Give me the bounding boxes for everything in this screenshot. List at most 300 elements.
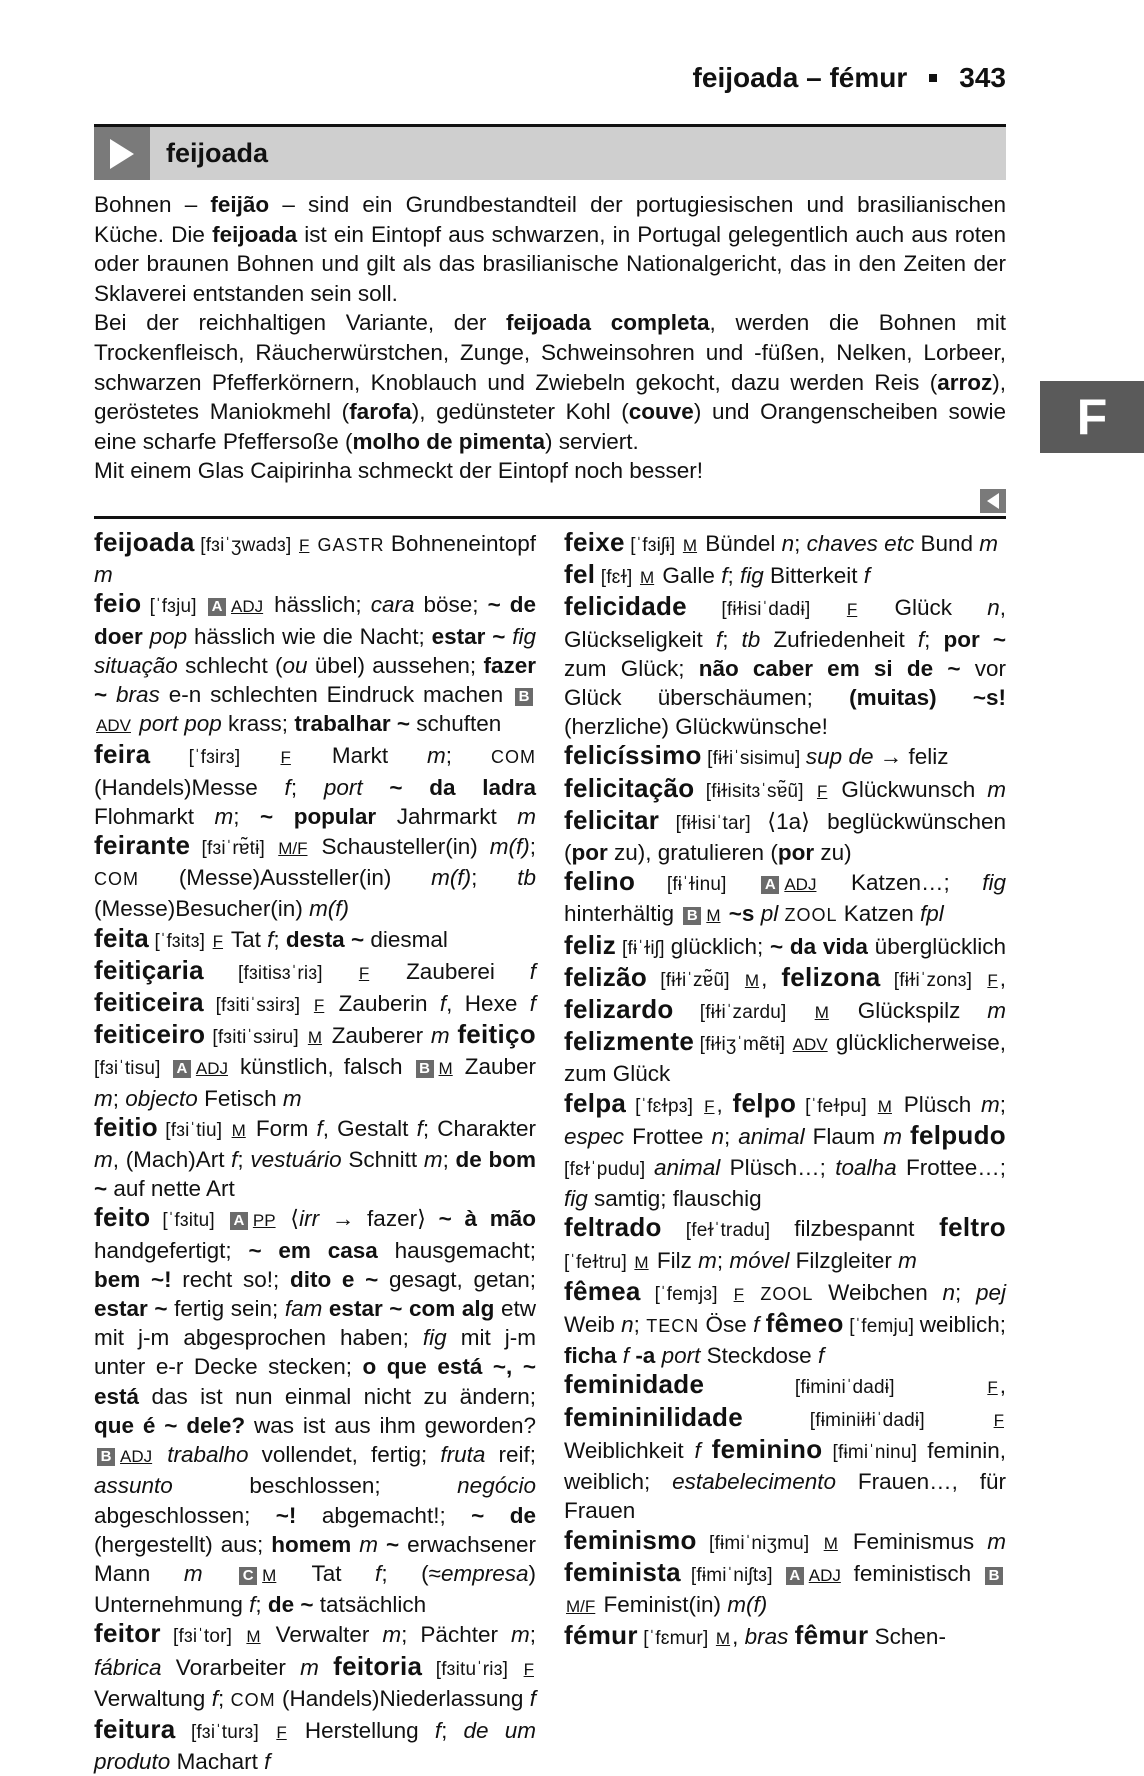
- text-run: ;: [529, 1622, 537, 1648]
- text-run: hässlich;: [265, 592, 371, 618]
- text-run: ;: [255, 1592, 268, 1618]
- italic-text: n: [987, 595, 1000, 621]
- italic-text: f: [375, 1560, 382, 1586]
- text-run: (herzliche) Glückwünsche!: [564, 714, 828, 740]
- italic-text: f: [529, 958, 537, 984]
- bold-phrase: ~!: [275, 1502, 297, 1528]
- text-run: Zauberei: [371, 958, 530, 984]
- text-run: fertig sein;: [167, 1296, 285, 1322]
- dictionary-entry: [564, 560, 1006, 592]
- text-run: glücklich;: [670, 933, 770, 959]
- phonetic: [fɨɫiˈsisimu]: [701, 748, 806, 770]
- text-run: Bohnen –: [94, 192, 211, 217]
- grammar-label: F: [704, 1096, 715, 1116]
- text-run: zum Glück;: [564, 655, 699, 681]
- text-run: beschlossen;: [172, 1473, 458, 1499]
- italic-text: n: [711, 1123, 724, 1149]
- headword: felpo: [732, 1087, 797, 1118]
- grammar-label: ADV: [792, 1035, 828, 1055]
- italic-text: m: [300, 1654, 319, 1680]
- phonetic: [fɜitiˈsɜiru]: [205, 1027, 306, 1049]
- phonetic: [ˈfemju]: [843, 1316, 920, 1338]
- italic-text: assunto: [94, 1473, 173, 1499]
- grammar-label: M: [823, 1533, 838, 1553]
- bold-phrase: feijoada completa: [506, 310, 710, 336]
- text-run: [701, 1438, 712, 1463]
- bold-phrase: estar ~ com alg: [328, 1296, 495, 1322]
- text-run: Verwaltung: [94, 1685, 212, 1711]
- bold-phrase: molho de pimenta: [352, 428, 545, 454]
- text-run: → fazer⟩: [319, 1206, 439, 1232]
- italic-text: vestuário: [250, 1147, 342, 1173]
- italic-text: m(f): [309, 896, 350, 922]
- italic-text: m: [94, 562, 113, 588]
- grammar-label: M: [639, 568, 655, 588]
- text-run: , (Mach)Art: [112, 1147, 232, 1173]
- bold-phrase: não caber em si de ~: [698, 655, 961, 681]
- sense-number-badge: B: [985, 1567, 1003, 1585]
- right-column: [564, 528, 1006, 1653]
- text-run: schlecht (: [177, 652, 283, 678]
- domain-label: TECN: [646, 1316, 700, 1337]
- bold-phrase: homem: [271, 1531, 352, 1557]
- text-run: ;: [112, 1085, 126, 1111]
- italic-text: f: [715, 626, 723, 652]
- text-run: hausgemacht;: [377, 1237, 537, 1263]
- text-run: [363, 775, 390, 800]
- bold-phrase: (muitas) ~s!: [849, 685, 1006, 711]
- italic-text: m(f): [727, 1591, 768, 1617]
- text-run: überglücklich: [867, 933, 1006, 959]
- italic-text: fig: [564, 1186, 588, 1212]
- text-run: Weiblichkeit: [564, 1437, 695, 1463]
- text-run: zu): [814, 840, 852, 866]
- info-box-bottom-rule: [94, 486, 1006, 519]
- info-paragraph-1: [94, 190, 1006, 308]
- phonetic: [feɫˈtradu]: [661, 1220, 795, 1242]
- domain-label: ZOOL: [784, 905, 838, 926]
- header-separator-square: [929, 74, 937, 82]
- phonetic: [fɨɫiˈzonɜ]: [880, 969, 986, 991]
- text-run: recht so!;: [171, 1266, 290, 1292]
- grammar-label: M/F: [278, 839, 308, 859]
- text-run: schuften: [410, 711, 502, 737]
- text-run: weiblich;: [919, 1312, 1006, 1338]
- text-run: Zauberin: [326, 991, 440, 1017]
- grammar-label: M: [877, 1096, 892, 1116]
- italic-text: f: [316, 1115, 323, 1141]
- italic-text: sup de: [805, 744, 874, 770]
- grammar-label: ADJ: [784, 875, 817, 895]
- bold-phrase: feijão: [210, 192, 270, 217]
- page-header: [94, 58, 1006, 98]
- headword: feirante: [94, 830, 191, 861]
- text-run: [322, 1296, 329, 1321]
- dictionary-entry: [94, 1203, 536, 1619]
- phonetic: [fɜitiˈsɜirɜ]: [203, 995, 312, 1017]
- text-run: Zauberer: [324, 1023, 431, 1049]
- bold-phrase: arroz: [937, 369, 993, 395]
- italic-text: m(f): [431, 865, 472, 891]
- text-run: Frottee: [624, 1123, 712, 1149]
- headword: fêmeo: [765, 1308, 844, 1339]
- text-run: ⟨1a⟩ beglückwünschen (: [564, 808, 1007, 866]
- italic-text: f: [753, 1312, 760, 1338]
- text-run: feminin, weiblich;: [564, 1437, 1006, 1495]
- bold-phrase: trabalhar ~: [294, 711, 410, 737]
- bold-phrase: por: [777, 840, 815, 866]
- italic-text: f: [721, 563, 728, 589]
- italic-text: f: [231, 1147, 238, 1173]
- italic-text: m: [980, 1091, 1000, 1117]
- text-run: feministisch: [842, 1560, 982, 1586]
- text-run: ;: [233, 803, 261, 829]
- italic-text: chaves etc: [806, 531, 915, 556]
- italic-text: f: [529, 991, 537, 1017]
- bold-phrase: dito e ~: [289, 1266, 379, 1292]
- text-run: Feminist(in): [597, 1591, 728, 1617]
- italic-text: espec: [564, 1123, 625, 1149]
- bold-phrase: ~: [386, 1531, 400, 1557]
- italic-text: f: [622, 1343, 630, 1369]
- text-run: – sind ein Grundbestandteil der portugiesischen und brasilianischen Küche. Die: [94, 192, 1007, 247]
- grammar-label: F: [523, 1659, 534, 1679]
- text-run: Zufriedenheit: [760, 626, 918, 652]
- italic-text: port: [661, 1343, 701, 1369]
- text-run: ⟨: [277, 1206, 300, 1232]
- headword: felicitar: [564, 804, 660, 835]
- bold-phrase: de bom ~: [94, 1147, 536, 1202]
- text-run: ;: [999, 1091, 1006, 1117]
- phonetic: [fɨˈɫiʃ]: [616, 937, 671, 959]
- text-run: ), geröstetes Maniokmehl (: [94, 369, 1006, 425]
- sense-number-badge: B: [683, 907, 701, 925]
- headword: feminista: [564, 1556, 681, 1587]
- headword: felino: [564, 866, 636, 897]
- text-run: tatsächlich: [313, 1592, 427, 1618]
- italic-text: m: [427, 743, 446, 769]
- italic-text: m(f): [489, 834, 530, 860]
- italic-text: objecto: [125, 1085, 198, 1111]
- headword: feitiçaria: [94, 954, 204, 985]
- back-arrow-icon: [980, 489, 1006, 513]
- text-run: glücklicherweise, zum Glück: [564, 1030, 1006, 1087]
- text-run: ;: [217, 1685, 231, 1711]
- text-run: Schnitt: [341, 1147, 424, 1173]
- headword: felizona: [781, 961, 881, 992]
- headword: feltrado: [564, 1212, 662, 1243]
- phonetic: [fɨminiˈdadɨ]: [704, 1377, 986, 1399]
- bold-phrase: bem ~!: [94, 1266, 172, 1292]
- italic-text: f: [264, 1749, 271, 1775]
- grammar-label: ADJ: [195, 1059, 229, 1079]
- dictionary-entry: [94, 528, 536, 589]
- dictionary-entry: [564, 867, 1006, 930]
- headword: feitura: [94, 1713, 176, 1744]
- italic-text: m: [423, 1147, 443, 1173]
- dictionary-entry: [564, 1526, 1006, 1622]
- bold-phrase: estar ~: [431, 623, 506, 649]
- text-run: Tat: [225, 926, 268, 952]
- italic-text: m: [94, 1085, 113, 1111]
- text-run: was ist aus ihm geworden?: [245, 1412, 536, 1438]
- italic-text: bras: [744, 1624, 789, 1650]
- phonetic: [fɨɫisiˈtar]: [659, 812, 768, 834]
- text-run: reif;: [485, 1442, 536, 1468]
- text-run: ;: [722, 626, 742, 652]
- domain-label: COM: [230, 1689, 276, 1710]
- text-run: Feminismus: [839, 1528, 988, 1554]
- headword: feiticeiro: [94, 1019, 206, 1050]
- text-run: Bohneneintopf: [384, 531, 536, 556]
- text-run: Flohmarkt: [94, 803, 215, 829]
- headword: feito: [94, 1202, 151, 1233]
- headword: fémur: [564, 1620, 638, 1651]
- grammar-label: M/F: [566, 1596, 596, 1616]
- grammar-label: F: [280, 748, 291, 768]
- italic-text: irr: [299, 1206, 320, 1232]
- text-run: Schen-: [868, 1624, 946, 1650]
- italic-text: animal: [653, 1155, 721, 1181]
- dictionary-entry: [564, 1213, 1006, 1276]
- headword: felicitação: [564, 772, 695, 803]
- bold-phrase: feijoada: [212, 221, 298, 247]
- headword: feltro: [939, 1212, 1006, 1243]
- text-run: Frauen…, für Frauen: [564, 1469, 1006, 1524]
- italic-text: estabelecimento: [672, 1469, 836, 1495]
- italic-text: cara: [370, 592, 415, 618]
- italic-text: bras: [116, 682, 160, 708]
- headword: feminino: [711, 1433, 823, 1464]
- phonetic: [fɨmiˈniʃtɜ]: [680, 1564, 783, 1586]
- phonetic: [fɨɫiʒˈmẽtɨ]: [694, 1034, 791, 1056]
- italic-text: n: [942, 1279, 955, 1305]
- headword: feitio: [94, 1111, 158, 1142]
- text-run: ), gedünsteter Kohl (: [411, 399, 629, 425]
- italic-text: port: [323, 774, 363, 800]
- headword: feiticeira: [94, 987, 204, 1018]
- italic-text: f: [917, 626, 925, 652]
- text-run: samtig; flauschig: [587, 1186, 762, 1212]
- grammar-label: ADJ: [808, 1565, 841, 1585]
- italic-text: n: [781, 531, 795, 556]
- text-run: ;: [273, 926, 286, 952]
- italic-text: trabalho: [167, 1442, 249, 1468]
- text-run: Öse: [699, 1312, 754, 1338]
- grammar-label: M: [715, 1629, 731, 1649]
- text-run: ,: [999, 1373, 1006, 1399]
- grammar-label: ADV: [96, 716, 131, 736]
- headword: fel: [564, 559, 596, 590]
- text-run: Herstellung: [288, 1717, 435, 1743]
- sense-number-badge: A: [786, 1567, 804, 1585]
- italic-text: f: [434, 1717, 442, 1743]
- grammar-label: F: [313, 996, 325, 1016]
- sense-number-badge: B: [416, 1060, 434, 1078]
- bold-phrase: ~ à mão: [438, 1206, 537, 1232]
- text-run: Weib: [564, 1312, 622, 1338]
- text-run: böse;: [414, 592, 488, 618]
- italic-text: empresa: [440, 1560, 529, 1586]
- italic-text: m: [883, 1123, 902, 1149]
- text-run: [107, 682, 116, 707]
- text-run: ) Unternehmung: [94, 1560, 536, 1618]
- info-paragraph-2: [94, 308, 1006, 456]
- text-run: Vorarbeiter: [161, 1654, 301, 1680]
- headword: feminismo: [564, 1524, 697, 1555]
- text-run: Verwalter: [262, 1622, 383, 1648]
- bold-phrase: ~ de: [471, 1502, 536, 1528]
- text-run: ;: [633, 1312, 647, 1338]
- phonetic: [fɨmiˈninu]: [822, 1441, 928, 1463]
- text-run: → feliz: [873, 744, 949, 770]
- headword: felizmente: [564, 1026, 695, 1057]
- text-run: ist ein Eintopf aus schwarzen, in Portugal gelegentlich auch aus roten oder braunen Bohnen und gilt als das brasilianische Nationalgericht, das in den Zeiten der Sklaverei entstanden sein soll.: [94, 221, 1007, 306]
- sense-number-badge: B: [97, 1448, 115, 1466]
- text-run: vollendet, fertig;: [248, 1442, 441, 1468]
- dictionary-entry: [564, 774, 1006, 868]
- text-run: Glück: [859, 595, 988, 621]
- grammar-label: F: [987, 970, 998, 990]
- dictionary-entry: [564, 1370, 1006, 1525]
- bold-phrase: ~ de doer: [94, 592, 536, 649]
- headword: feita: [94, 922, 149, 953]
- text-run: abgeschlossen;: [94, 1502, 276, 1528]
- italic-text: m: [94, 1147, 113, 1173]
- italic-text: f: [863, 563, 871, 589]
- grammar-label: F: [358, 963, 370, 983]
- bold-phrase: farofa: [349, 399, 412, 425]
- bold-phrase: desta ~: [285, 926, 365, 952]
- dictionary-entry: [564, 931, 1006, 1089]
- text-run: filzbespannt: [794, 1216, 940, 1242]
- phonetic: [fɨɫisitɜˈsɐ̃ũ]: [694, 780, 815, 802]
- play-arrow-icon: [94, 127, 150, 180]
- phonetic: [ˈfɜitu]: [150, 1210, 227, 1232]
- italic-text: m: [430, 1023, 450, 1049]
- text-run: ;: [727, 563, 740, 589]
- grammar-label: F: [733, 1284, 744, 1304]
- phonetic: [fɨɫisiˈdadɨ]: [686, 599, 845, 621]
- bold-phrase: couve: [628, 399, 694, 425]
- text-run: Form: [247, 1115, 317, 1141]
- grammar-label: F: [846, 600, 858, 620]
- bold-phrase: ~s: [728, 901, 755, 927]
- sense-number-badge: A: [173, 1060, 191, 1078]
- text-run: hinterhältig: [564, 901, 681, 927]
- text-run: [319, 1655, 333, 1680]
- headword: felpa: [564, 1087, 627, 1118]
- bold-phrase: o que está ~, ~ está: [94, 1354, 536, 1409]
- dictionary-entry: [94, 924, 536, 956]
- headword: feira: [94, 739, 151, 770]
- text-run: (hergestellt) aus;: [94, 1531, 272, 1557]
- text-run: Tat: [278, 1560, 376, 1586]
- phonetic: [ˈfemjɜ]: [640, 1283, 732, 1305]
- italic-text: m: [987, 1528, 1006, 1554]
- italic-text: fam: [284, 1296, 323, 1322]
- domain-label: COM: [94, 869, 139, 890]
- italic-text: fig: [422, 1325, 447, 1351]
- text-run: das ist nun einmal nicht zu ändern;: [139, 1383, 536, 1409]
- headword: feitoria: [333, 1650, 423, 1681]
- text-run: ,: [732, 1624, 745, 1650]
- text-run: Galle: [656, 563, 722, 589]
- italic-text: fig: [739, 563, 764, 589]
- text-run: ;: [237, 1147, 251, 1173]
- text-run: etw mit j-m abgesprochen haben;: [94, 1296, 536, 1351]
- text-run: Plüsch: [893, 1091, 981, 1117]
- text-run: , Glückseligkeit: [564, 595, 1006, 652]
- domain-label: ZOOL: [745, 1283, 814, 1304]
- text-run: Frottee…;: [896, 1155, 1006, 1181]
- sense-number-badge: A: [208, 598, 226, 616]
- text-run: mit j-m unter e-r Decke stecken;: [94, 1325, 536, 1380]
- headword: feijoada: [94, 527, 195, 557]
- domain-label: COM: [490, 747, 536, 768]
- dictionary-entry: [94, 1113, 536, 1204]
- italic-text: m: [517, 803, 536, 829]
- italic-text: toalha: [835, 1155, 897, 1181]
- text-run: (Handels)Messe: [94, 774, 285, 800]
- italic-text: animal: [738, 1123, 805, 1149]
- italic-text: fpl: [920, 901, 944, 927]
- phonetic: [ˈfɛɫpɜ]: [626, 1095, 703, 1117]
- italic-text: pl: [760, 901, 779, 927]
- bold-phrase: ~ em casa: [248, 1237, 378, 1263]
- grammar-label: M: [262, 1565, 277, 1585]
- italic-text: f: [249, 1592, 256, 1618]
- text-run: , Gestalt: [322, 1115, 417, 1141]
- text-run: ;: [716, 1247, 730, 1273]
- text-run: Weibchen: [813, 1279, 943, 1305]
- phonetic: [ˈfɜirɜ]: [150, 747, 279, 769]
- text-run: Bund: [914, 531, 980, 556]
- grammar-label: PP: [252, 1211, 276, 1231]
- text-run: abgemacht!;: [296, 1502, 472, 1528]
- text-run: Bitterkeit: [763, 563, 864, 589]
- headword: feixe: [564, 527, 625, 557]
- phonetic: [fɨˈɫinu]: [635, 874, 759, 896]
- phonetic: [fɜituˈriɜ]: [422, 1658, 522, 1680]
- phonetic: [fɜiˈturɜ]: [175, 1721, 275, 1743]
- grammar-label: F: [987, 1378, 998, 1398]
- headword: feliz: [564, 929, 617, 960]
- italic-text: móvel: [729, 1247, 790, 1273]
- headword: femininilidade: [564, 1401, 744, 1432]
- text-run: ;: [442, 1147, 456, 1173]
- text-run: krass;: [221, 711, 295, 737]
- grammar-label: M: [744, 970, 760, 990]
- dictionary-entry: [94, 740, 536, 923]
- text-run: ;: [955, 1279, 976, 1305]
- text-run: auf nette Art: [107, 1176, 235, 1202]
- bold-phrase: ~ da vida: [769, 933, 868, 959]
- text-run: ;: [290, 774, 324, 800]
- text-run: ;: [445, 743, 491, 769]
- grammar-label: M: [634, 1252, 649, 1272]
- text-run: handgefertigt;: [94, 1237, 249, 1263]
- info-box: [94, 124, 1006, 519]
- text-run: künstlich, falsch: [230, 1054, 413, 1080]
- italic-text: m: [898, 1247, 917, 1273]
- text-run: vor Glück überschäumen;: [564, 655, 1006, 711]
- text-run: Markt: [292, 743, 428, 769]
- italic-text: f: [267, 926, 274, 952]
- text-run: ; Pächter: [401, 1622, 511, 1648]
- text-run: ; Charakter: [422, 1115, 536, 1141]
- headword: felpudo: [910, 1119, 1006, 1150]
